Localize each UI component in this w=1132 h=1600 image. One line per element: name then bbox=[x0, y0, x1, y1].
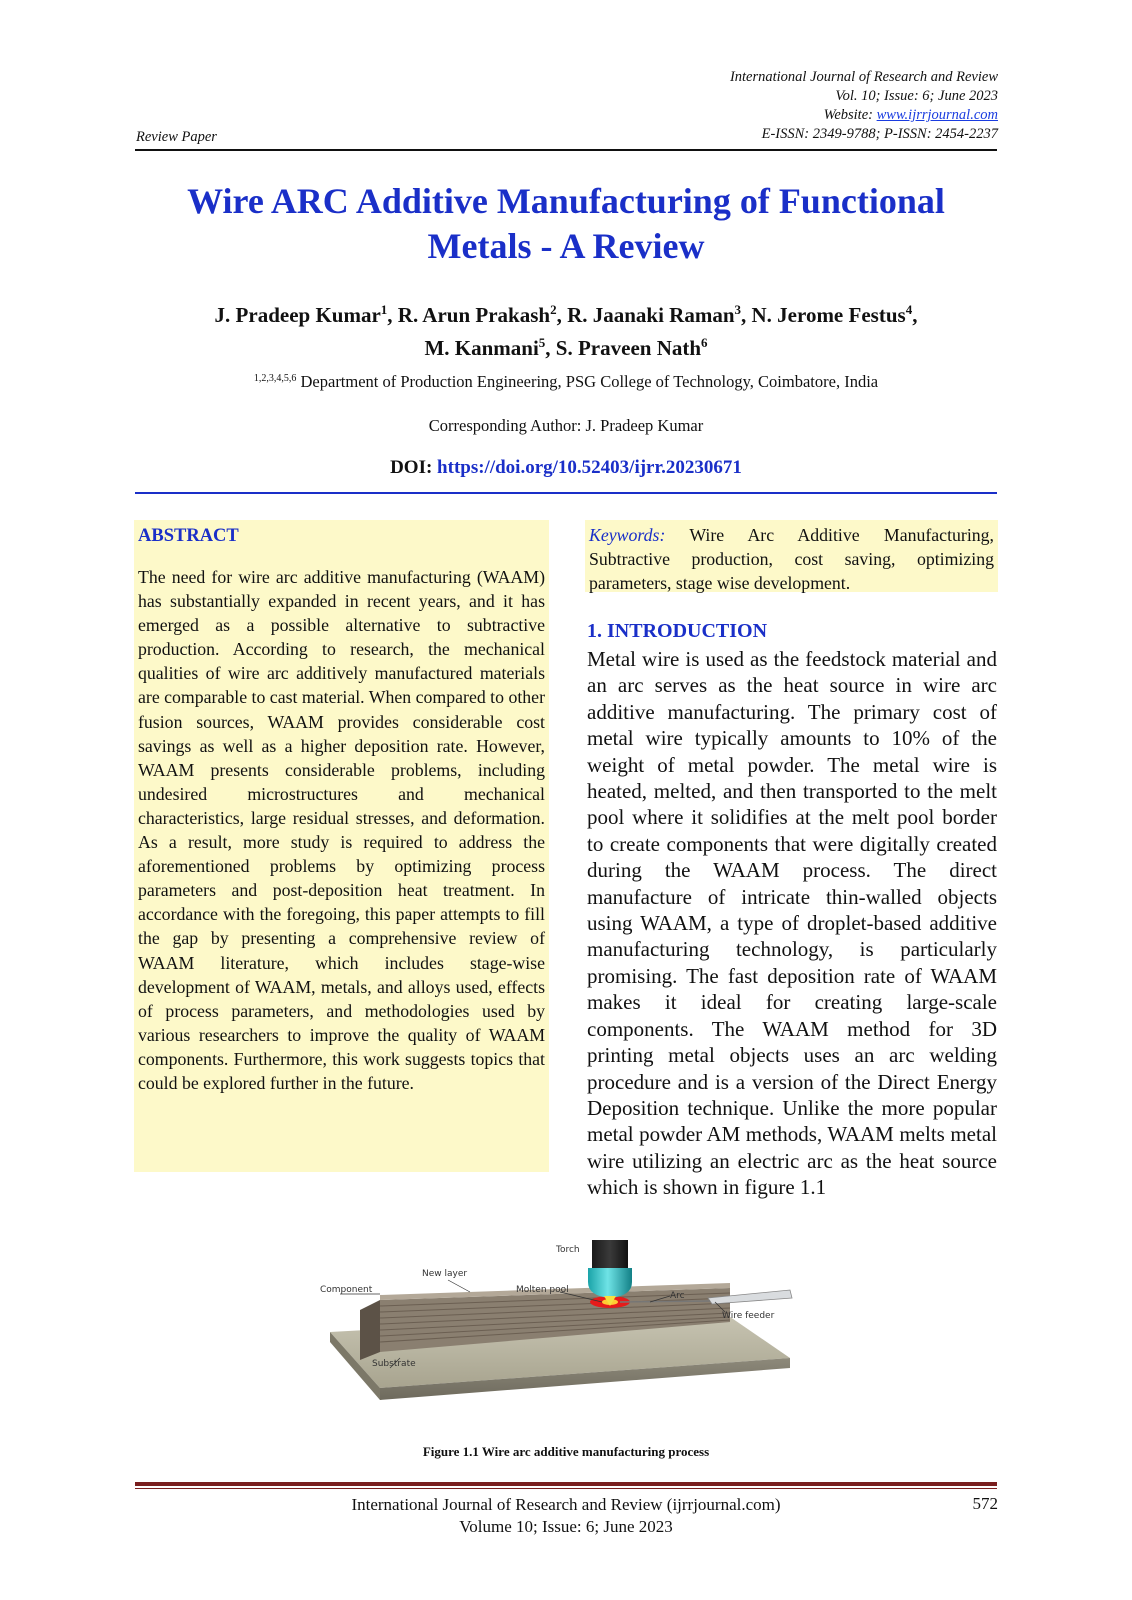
torch-nozzle bbox=[588, 1268, 632, 1298]
corresponding-author: Corresponding Author: J. Pradeep Kumar bbox=[428, 416, 704, 435]
page-number: 572 bbox=[972, 1494, 998, 1513]
abstract-body: The need for wire arc additive manufacturing (WAAM) has substantially expanded in recent years, and it has emerged as a possible alternative to subtractive production. According to research, the mechanical qualities of wire arc additively manufactured materials are comparable to cast material. When compared to other fusion sources, WAAM provides considerable cost savings as well as a higher deposition rate. However, WAAM presents considerable problems, including undesired microstructures and mechanical characteristics, large residual stresses, and deformation. As a result, more study is required to address the aforementioned problems by optimizing process parameters and post-deposition heat treatment. In accordance with the foregoing, this paper attempts to fill the gap by presenting a comprehensive review of WAAM literature, which includes stage-wise development of WAAM, metals, and alloys used, effects of process parameters, and methodologies used by various researchers to improve the quality of WAAM components. Furthermore, this work suggests topics that could be explored further in the future. bbox=[138, 567, 545, 1093]
journal-website: Website: www.ijrrjournal.com bbox=[823, 107, 998, 123]
abstract-section bbox=[134, 520, 549, 1172]
author: R. Arun Prakash$^2$ bbox=[397, 302, 557, 327]
introduction-heading: 1. INTRODUCTION bbox=[587, 620, 768, 642]
journal-name: International Journal of Research and Review bbox=[729, 69, 998, 85]
label-wire-feeder: Wire feeder bbox=[722, 1311, 775, 1321]
header-divider bbox=[135, 149, 997, 151]
author: R. Jaanaki Raman$^3$ bbox=[567, 302, 742, 327]
footer-divider bbox=[135, 1482, 997, 1486]
author-list: J. Pradeep Kumar$^1$, R. Arun Prakash$^2$, R. Jaanaki Raman$^3$, N. Jerome Festus$^4$, M. Kanmani$^5$, S. Praveen Nath$^6$ bbox=[214, 302, 918, 360]
torch-body bbox=[592, 1240, 628, 1268]
website-link[interactable]: www.ijrrjournal.com bbox=[876, 107, 998, 123]
author: S. Praveen Nath$^6$ bbox=[555, 335, 708, 360]
paper-type: Review Paper bbox=[136, 129, 217, 145]
journal-issn: E-ISSN: 2349-9788; P-ISSN: 2454-2237 bbox=[761, 126, 998, 142]
doi-divider bbox=[135, 492, 997, 494]
keywords-label: Keywords: bbox=[589, 525, 666, 545]
footer-journal: International Journal of Research and Review (ijrrjournal.com) Volume 10; Issue: 6; June 2023 bbox=[351, 1495, 781, 1536]
introduction-body: Metal wire is used as the feedstock material and an arc serves as the heat source in wire arc additive manufacturing. The primary cost of metal wire typically amounts to 10% of the weight of metal powder. The metal wire is heated, melted, and then transported to the melt pool where it solidifies at the melt pool border to create components that were digitally created during the WAAM process. The direct manufacture of intricate thin-walled objects using WAAM, a type of droplet-based additive manufacturing technology, is particularly promising. The fast deposition rate of WAAM makes it ideal for creating large-scale components. The WAAM method for 3D printing metal objects uses an arc welding procedure and is a version of the Direct Energy Deposition technique. Unlike the more popular metal powder AM methods, WAAM melts metal wire utilizing an electric arc as the heat source which is shown in figure 1.1 bbox=[587, 647, 997, 1200]
paper-title: Wire ARC Additive Manufacturing of Functional Metals - A Review bbox=[187, 181, 945, 266]
label-substrate: Substrate bbox=[372, 1359, 416, 1369]
journal-volume: Vol. 10; Issue: 6; June 2023 bbox=[835, 88, 998, 104]
affiliation: $^{1,2,3,4,5,6}$ Department of Production Engineering, PSG College of Technology, Coimbatore, India bbox=[253, 372, 879, 391]
keywords-section bbox=[585, 520, 998, 592]
figure-caption: Figure 1.1 Wire arc additive manufacturing process bbox=[422, 1444, 710, 1459]
doi-link[interactable]: https://doi.org/10.52403/ijrr.20230671 bbox=[437, 457, 742, 478]
label-molten-pool: Molten pool bbox=[516, 1285, 569, 1295]
label-arc: Arc bbox=[670, 1291, 685, 1301]
label-new-layer: New layer bbox=[422, 1269, 468, 1279]
doi: DOI: https://doi.org/10.52403/ijrr.20230671 bbox=[390, 457, 742, 478]
journal-header bbox=[730, 68, 998, 144]
author: N. Jerome Festus$^4$ bbox=[751, 302, 913, 327]
abstract-heading: ABSTRACT bbox=[138, 526, 239, 546]
keywords-text: Wire Arc Additive Manufacturing, Subtractive production, cost saving, optimizing parameters, stage wise development. bbox=[589, 525, 994, 593]
waam-process-figure bbox=[320, 1240, 810, 1410]
author: M. Kanmani$^5$ bbox=[424, 335, 546, 360]
footer-divider-thin bbox=[135, 1488, 997, 1489]
label-component: Component bbox=[320, 1285, 373, 1295]
label-torch: Torch bbox=[556, 1245, 580, 1255]
author: J. Pradeep Kumar$^1$ bbox=[214, 302, 388, 327]
